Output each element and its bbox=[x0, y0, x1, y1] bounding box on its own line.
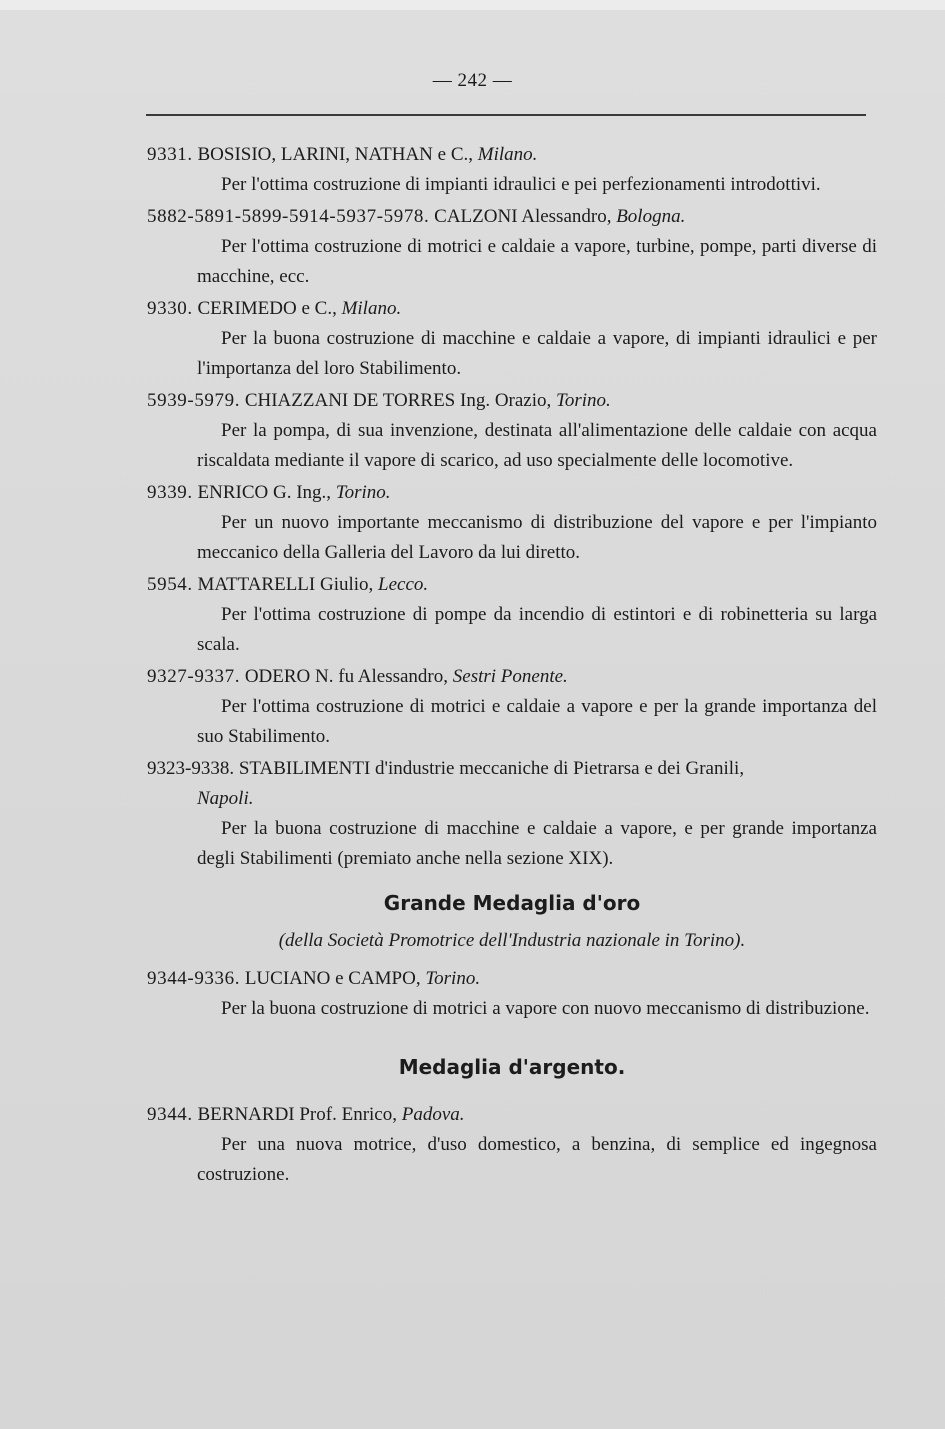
section-title-gold: Grande Medaglia d'oro bbox=[383, 891, 641, 915]
entry-number: 9327-9337. bbox=[147, 666, 241, 687]
entry-place: Napoli. bbox=[197, 788, 254, 809]
entry-heading bbox=[147, 964, 877, 994]
entry-description: Per la buona costruzione di macchine e caldaie a vapore, e per grande importanza degli Stabilimenti (premiato anche nella sezione XIX). bbox=[197, 818, 877, 869]
section-subtitle-gold: (della Società Promotrice dell'Industria nazionale in Torino). bbox=[278, 930, 746, 951]
entry-heading bbox=[147, 140, 877, 170]
entry-name: CALZONI Alessandro, bbox=[434, 206, 617, 227]
entry bbox=[147, 570, 877, 660]
entry-heading bbox=[147, 662, 877, 692]
entry bbox=[147, 140, 877, 200]
entry-number: 9339. bbox=[147, 482, 193, 503]
entry-name: STABILIMENTI d'industrie meccaniche di Pietrarsa e dei Granili, bbox=[238, 758, 745, 779]
header-rule bbox=[146, 114, 866, 116]
entry-description: Per una nuova motrice, d'uso domestico, a benzina, di semplice ed ingegnosa costruzione. bbox=[197, 1134, 877, 1185]
entry bbox=[147, 202, 877, 292]
entry-description: Per la pompa, di sua invenzione, destinata all'alimentazione delle caldaie con acqua riscaldata mediante il vapore di scarico, ad uso specialmente delle locomotive. bbox=[197, 420, 877, 471]
entry-place: Torino. bbox=[425, 968, 481, 989]
entry-number: 9344. bbox=[147, 1104, 193, 1125]
entry-description: Per un nuovo importante meccanismo di distribuzione del vapore e per l'impianto meccanico della Galleria del Lavoro da lui diretto. bbox=[197, 512, 877, 563]
entry-heading bbox=[147, 386, 877, 416]
entry-place: Milano. bbox=[341, 298, 402, 319]
entry-description: Per la buona costruzione di macchine e caldaie a vapore, di impianti idraulici e per l'importanza del loro Stabilimento. bbox=[197, 328, 877, 379]
entry-name: MATTARELLI Giulio, bbox=[197, 574, 379, 595]
entry bbox=[147, 754, 877, 874]
entry-description: Per l'ottima costruzione di motrici e caldaie a vapore e per la grande importanza del suo Stabilimento. bbox=[197, 696, 877, 747]
entry bbox=[147, 964, 877, 1024]
entry-name: ENRICO G. Ing., bbox=[197, 482, 336, 503]
entry-number: 5939-5979. bbox=[147, 390, 241, 411]
entry-heading bbox=[147, 294, 877, 324]
page-edge bbox=[0, 0, 945, 10]
entry-number: 9344-9336. bbox=[147, 968, 241, 989]
entry-description: Per la buona costruzione di motrici a vapore con nuovo meccanismo di distribuzione. bbox=[221, 998, 870, 1019]
entry-number: 9323-9338. bbox=[147, 758, 235, 779]
entry-place: Milano. bbox=[477, 144, 538, 165]
entry-heading bbox=[147, 1100, 877, 1130]
entry-name: CHIAZZANI DE TORRES Ing. Orazio, bbox=[244, 390, 557, 411]
entry-number: 9330. bbox=[147, 298, 193, 319]
content bbox=[147, 140, 877, 1192]
entry-name: LUCIANO e CAMPO, bbox=[244, 968, 426, 989]
section-title-silver: Medaglia d'argento. bbox=[398, 1055, 626, 1079]
entry bbox=[147, 662, 877, 752]
entry-heading bbox=[147, 754, 877, 784]
entry bbox=[147, 478, 877, 568]
entry-heading bbox=[147, 202, 877, 232]
entry-heading bbox=[147, 570, 877, 600]
entry-name: CERIMEDO e C., bbox=[197, 298, 342, 319]
entry-description: Per l'ottima costruzione di motrici e caldaie a vapore, turbine, pompe, parti diverse di macchine, ecc. bbox=[197, 236, 877, 287]
entry-place: Bologna. bbox=[616, 206, 686, 227]
entry-description: Per l'ottima costruzione di pompe da incendio di estintori e di robinetteria su larga scala. bbox=[197, 604, 877, 655]
entry-name: BERNARDI Prof. Enrico, bbox=[197, 1104, 402, 1125]
entry-place: Padova. bbox=[401, 1104, 465, 1125]
entry-number: 5882-5891-5899-5914-5937-5978. bbox=[147, 206, 430, 227]
entry bbox=[147, 1100, 877, 1190]
entry-place-line bbox=[147, 784, 877, 814]
entry-description: Per l'ottima costruzione di impianti idraulici e pei perfezionamenti introdottivi. bbox=[221, 174, 821, 195]
entry-place: Torino. bbox=[335, 482, 391, 503]
entry bbox=[147, 386, 877, 476]
entry-place: Lecco. bbox=[378, 574, 429, 595]
entry-place: Sestri Ponente. bbox=[452, 666, 568, 687]
entry-number: 9331. bbox=[147, 144, 193, 165]
entry-place: Torino. bbox=[556, 390, 611, 411]
entry-name: ODERO N. fu Alessandro, bbox=[244, 666, 453, 687]
entry-heading bbox=[147, 478, 877, 508]
page-number: — 242 — bbox=[432, 70, 513, 91]
entry-name: BOSISIO, LARINI, NATHAN e C., bbox=[197, 144, 478, 165]
entry-number: 5954. bbox=[147, 574, 193, 595]
entry bbox=[147, 294, 877, 384]
